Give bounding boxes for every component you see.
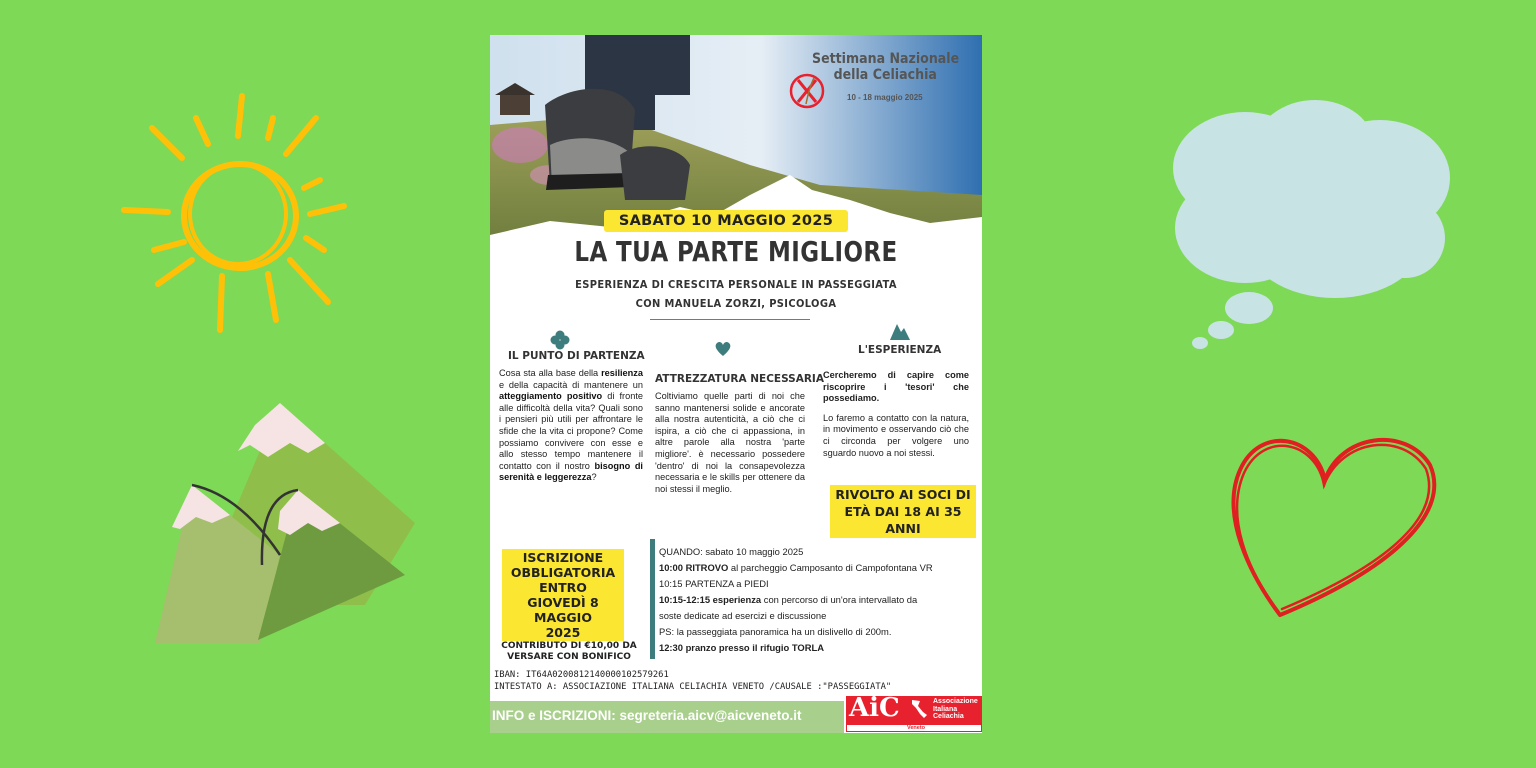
section-text-start: [499, 368, 643, 484]
aic-logo-name: [933, 698, 978, 721]
schedule-meeting-place: al parcheggio Camposanto di Campofontana VR: [728, 562, 933, 573]
section-heading-experience: L'ESPERIENZA: [858, 344, 942, 356]
start-text-2: e della capacità di mantenere un: [499, 379, 643, 390]
start-bold-resilience: resilienza: [601, 368, 643, 378]
target-line1: RIVOLTO AI SOCI DI: [835, 487, 971, 502]
schedule-experience-text: con percorso di un'ora intervallato da: [761, 594, 918, 605]
start-text-4: ?: [591, 472, 597, 483]
payment-iban: IBAN: IT64A0200812140000102579261: [494, 670, 669, 680]
registration-line1: ISCRIZIONE: [522, 550, 604, 565]
event-week-title-line2: della Celiachia: [833, 67, 937, 83]
registration-line3: ENTRO: [539, 580, 587, 595]
schedule-meeting: [659, 560, 981, 576]
aic-logo-letters: AiC: [849, 693, 900, 723]
section-text-equipment: Coltiviamo quelle parti di noi che sanno mantenersi solide e ancorate alla nostra autenticità, a ciò che ci ispira, a ciò che ci appassiona, in altre parole alla nostra 'parte migliore'. è necessario possedere 'dentro' di noi la consapevolezza necessaria e le skills per ottenere da noi stessi il meglio.: [655, 391, 805, 494]
italy-map-icon: [906, 698, 930, 722]
contribution-line2: VERSARE CON BONIFICO: [507, 652, 631, 662]
registration-deadline-highlight: [502, 549, 624, 641]
title-divider: [650, 319, 810, 320]
aic-name-line1: Associazione: [933, 698, 978, 705]
registration-line5: 2025: [545, 625, 581, 640]
aic-logo-box: [846, 693, 982, 724]
flyer-title: LA TUA PARTE MIGLIORE: [574, 235, 898, 268]
schedule-departure: 10:15 PARTENZA a PIEDI: [659, 578, 769, 589]
sun-icon: [118, 88, 358, 338]
heart-small-icon: [714, 340, 732, 358]
schedule-when: QUANDO: sabato 10 maggio 2025: [659, 546, 804, 557]
schedule-lunch: 12:30 pranzo presso il rifugio TORLA: [659, 642, 824, 653]
experience-bold-text: Cercheremo di capire come riscoprire i 'tesori' che possediamo.: [823, 370, 969, 404]
heart-icon: [1220, 425, 1445, 630]
target-line2: ETÀ DAI 18 AI 35 ANNI: [844, 504, 962, 536]
clover-icon: [550, 330, 570, 350]
section-text-experience: [823, 370, 969, 459]
footer-contact-email[interactable]: INFO e ISCRIZIONI: segreteria.aicv@aicveneto.it: [492, 708, 802, 723]
experience-body-text: Lo faremo a contatto con la natura, in movimento e osservando ciò che ci circonda per volgere uno sguardo nuovo a noi stessi.: [823, 412, 969, 458]
registration-line2: OBBLIGATORIA: [510, 565, 616, 580]
contribution-line1: CONTRIBUTO DI €10,00 DA: [501, 641, 637, 651]
event-week-title-line1: Settimana Nazionale: [812, 51, 960, 67]
aic-logo-region: Veneto: [846, 724, 982, 732]
event-date-banner: SABATO 10 MAGGIO 2025: [604, 210, 848, 232]
thought-cloud-icon: [1165, 98, 1455, 358]
schedule-experience-time: 10:15-12:15 esperienza: [659, 594, 762, 605]
event-week-title: [812, 51, 959, 83]
contribution-note: [494, 641, 644, 663]
schedule-experience-cont: soste dedicate ad esercizi e discussione: [659, 610, 827, 621]
schedule-accent-bar: [650, 539, 655, 659]
aic-logo: [846, 693, 982, 733]
section-heading-start: IL PUNTO DI PARTENZA: [508, 350, 645, 362]
aic-name-line2: Italiana: [933, 705, 958, 713]
schedule-block: [659, 544, 981, 656]
event-flyer: [490, 35, 982, 733]
schedule-experience: [659, 592, 981, 608]
start-bold-serenity: bisogno di serenità e leggerezza: [499, 460, 643, 483]
mountain-small-icon: [890, 322, 910, 340]
schedule-ps: PS: la passeggiata panoramica ha un dislivello di 200m.: [659, 626, 892, 637]
schedule-meeting-time: 10:00 RITROVO: [659, 562, 729, 573]
section-heading-equipment: ATTREZZATURA NECESSARIA: [655, 373, 824, 385]
event-week-dates: 10 - 18 maggio 2025: [847, 93, 923, 102]
mountains-icon: [150, 395, 420, 645]
start-text-1: Cosa sta alla base della: [499, 368, 602, 378]
payment-info: [494, 669, 891, 693]
target-audience-highlight: [830, 485, 976, 538]
start-bold-positive: atteggiamento positivo: [499, 391, 603, 402]
flyer-subtitle-line2: CON MANUELA ZORZI, PSICOLOGA: [635, 297, 837, 310]
registration-line4: GIOVEDÌ 8 MAGGIO: [527, 595, 599, 625]
aic-name-line3: Celiachia: [933, 713, 964, 720]
payment-holder: INTESTATO A: ASSOCIAZIONE ITALIANA CELIACHIA VENETO /CAUSALE :"PASSEGGIATA": [494, 682, 892, 692]
start-text-3: di fronte alle difficoltà della vita? Quali sono i pensieri più utili per affrontare le sfide che la vita ci propone? Come possiamo convivere con esse e allo stesso tempo mantenere il contatto con il nostro: [499, 391, 643, 471]
gluten-free-logo-icon: [786, 70, 828, 112]
flyer-subtitle-line1: ESPERIENZA DI CRESCITA PERSONALE IN PASSEGGIATA: [575, 278, 897, 291]
